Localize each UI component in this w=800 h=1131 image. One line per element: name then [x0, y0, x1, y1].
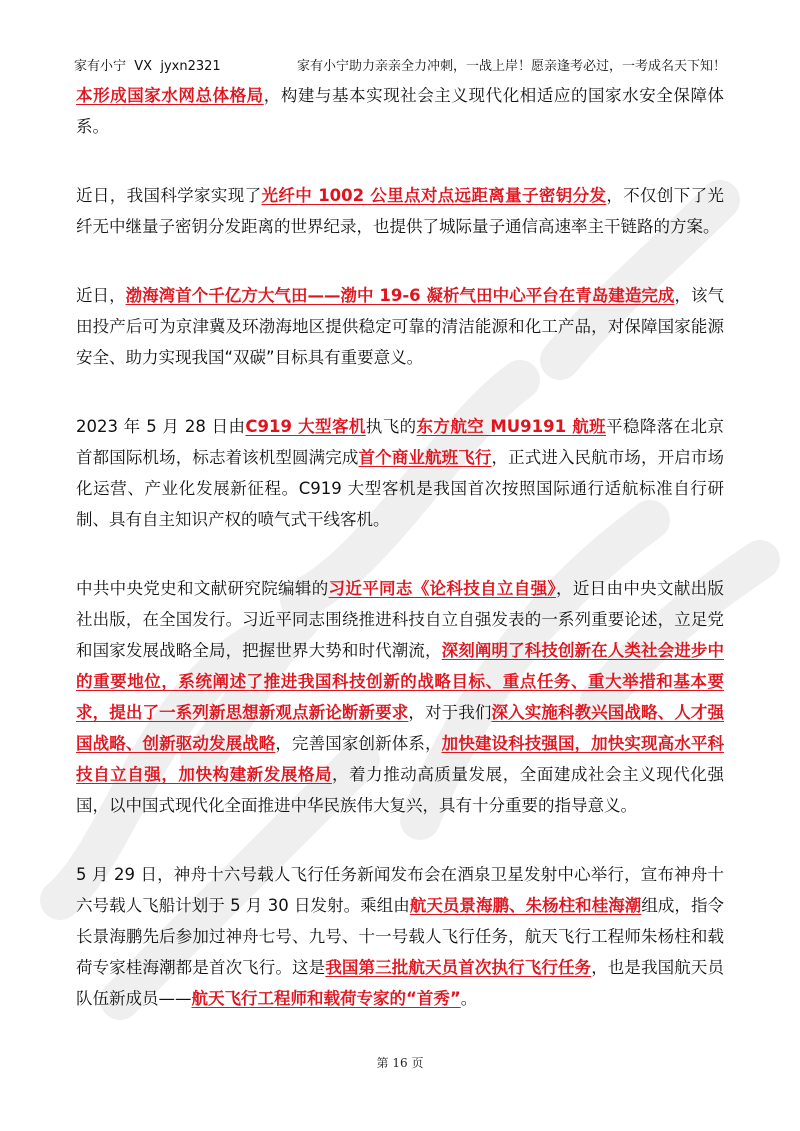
paragraph-text: 近日，我国科学家实现了 [76, 186, 262, 205]
paragraph-text: ，完善国家创新体系， [275, 734, 442, 753]
paragraph-text: 5 月 29 日，神舟十六号载人飞行任务新闻发布会在酒泉卫星发射中心举行，宣布神舟十六号载人飞船计划于 5 月 30 日发射。乘组由 [76, 865, 724, 915]
paragraph-text: 中共中央党史和文献研究院编辑的 [76, 579, 329, 598]
paragraph-text: 组成，指令长景海鹏先后参加过神舟七号、九号、十一号载人飞行任务，航天飞行工程师朱杨柱和载荷专家桂海潮都是首次飞行。这是 [76, 896, 724, 977]
highlighted-keyphrase: 本形成国家水网总体格局 [76, 86, 264, 105]
paragraph-text: 2023 年 5 月 28 日由 [76, 417, 246, 436]
highlighted-keyphrase: 深刻阐明了科技创新在人类社会进步中的重要地位，系统阐述了推进我国科技创新的战略目标、重点任务、重大举措和基本要求，提出了一系列新思想新观点新论断新要求 [76, 641, 725, 722]
news-paragraph [76, 411, 724, 535]
highlighted-keyphrase: 光纤中 1002 公里点对点远距离量子密钥分发 [261, 186, 607, 205]
highlighted-keyphrase: 东方航空 MU9191 航班 [416, 417, 607, 436]
news-paragraph [76, 80, 724, 142]
highlighted-keyphrase: 首个商业航班飞行 [358, 448, 492, 467]
news-paragraph [76, 180, 724, 242]
paragraph-text: ，着力推动高质量发展，全面建成社会主义现代化强国，以中国式现代化全面推进中华民族伟大复兴，具有十分重要的指导意义。 [76, 765, 725, 815]
paragraph-text: 平稳降落在北京首都国际机场，标志着该机型圆满完成 [76, 417, 725, 467]
paragraph-text: 执飞的 [365, 417, 417, 436]
paragraph-text: ，该气田投产后可为京津冀及环渤海地区提供稳定可靠的清洁能源和化工产品，对保障国家能源安全、助力实现我国“双碳”目标具有重要意义。 [76, 286, 725, 367]
paragraph-text: ，不仅创下了光纤无中继量子密钥分发距离的世界纪录，也提供了城际量子通信高速率主干链路的方案。 [76, 186, 725, 236]
highlighted-keyphrase: 习近平同志《论科技自立自强》 [328, 579, 556, 598]
news-paragraph [76, 859, 724, 1014]
highlighted-keyphrase: 渤海湾首个千亿方大气田——渤中 19-6 凝析气田中心平台在青岛建造完成 [125, 286, 675, 305]
highlighted-keyphrase: C919 大型客机 [245, 417, 366, 436]
news-paragraph [76, 280, 724, 373]
highlighted-keyphrase: 航天飞行工程师和载荷专家的“首秀” [191, 989, 461, 1008]
paragraph-text: ，构建与基本实现社会主义现代化相适应的国家水安全保障体系。 [76, 86, 725, 136]
document-body [76, 80, 724, 1052]
paragraph-text: 。 [460, 989, 478, 1008]
paragraph-text: ，也是我国航天员队伍新成员—— [76, 958, 725, 1008]
paragraph-text: ，对于我们 [408, 703, 492, 722]
page-header [74, 55, 726, 73]
paragraph-text: ，近日由中央文献出版社出版，在全国发行。习近平同志围绕推进科技自立自强发表的一系列重要论述，立足党和国家发展战略全局，把握世界大势和时代潮流， [76, 579, 725, 660]
highlighted-keyphrase: 我国第三批航天员首次执行飞行任务 [325, 958, 592, 977]
paragraph-text: ，正式进入民航市场，开启市场化运营、产业化发展新征程。C919 大型客机是我国首次按照国际通行适航标准自行研制、具有自主知识产权的喷气式干线客机。 [76, 448, 725, 529]
page-number: 第 16 页 [376, 1056, 424, 1070]
paragraph-text: 近日， [76, 286, 126, 305]
highlighted-keyphrase: 航天员景海鹏、朱杨柱和桂海潮 [409, 896, 642, 915]
highlighted-keyphrase: 深入实施科教兴国战略、人才强国战略、创新驱动发展战略 [76, 703, 725, 753]
highlighted-keyphrase: 加快建设科技强国，加快实现高水平科技自立自强，加快构建新发展格局 [76, 734, 725, 784]
header-left-text: 家有小宁 VX jyxn2321 [74, 59, 221, 74]
header-right-text: 家有小宁助力亲亲全力冲刺，一战上岸！愿亲逢考必过，一考成名天下知！ [296, 59, 726, 74]
news-paragraph [76, 573, 724, 821]
